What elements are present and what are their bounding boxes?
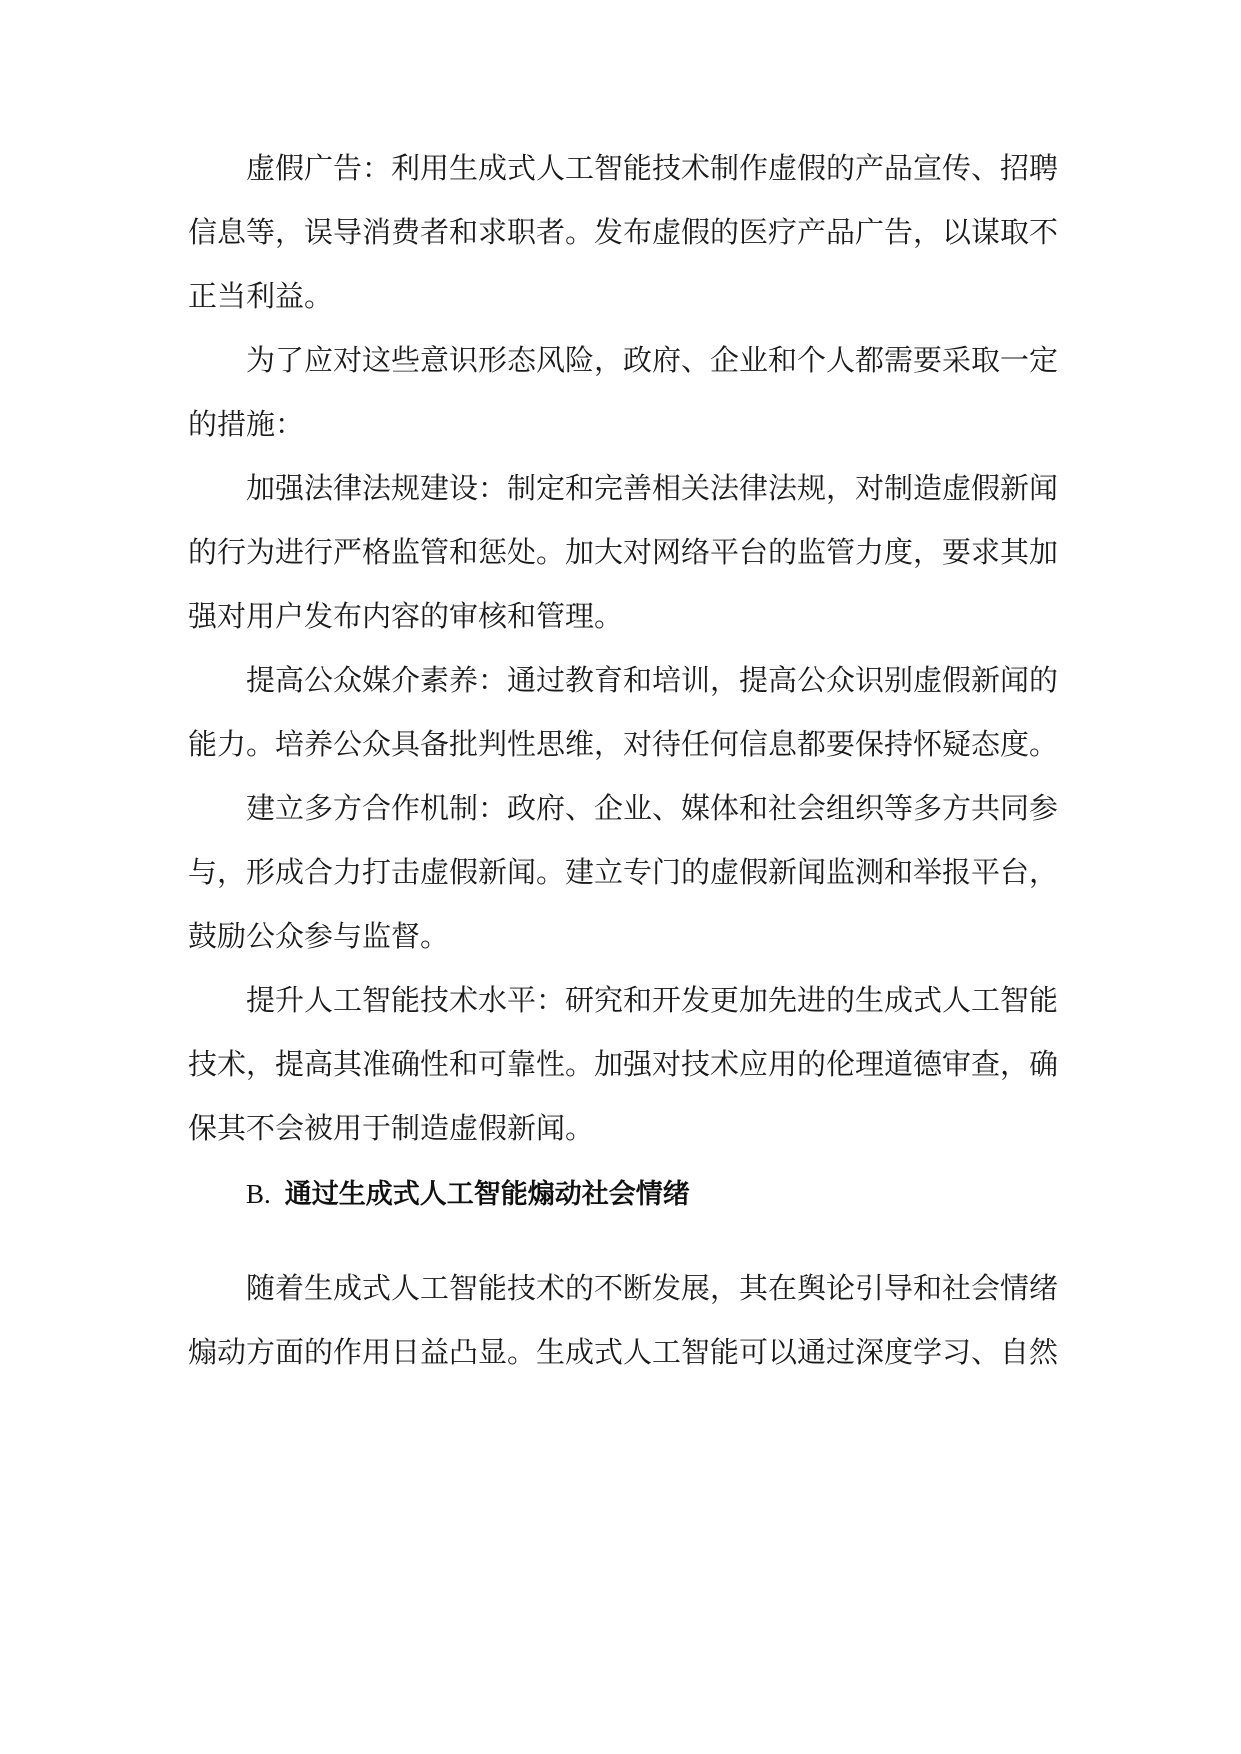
paragraph-media-literacy: 提高公众媒介素养：通过教育和培训，提高公众识别虚假新闻的能力。培养公众具备批判性思维，对待任何信息都要保持怀疑态度。	[188, 663, 1059, 761]
section-title: 通过生成式人工智能煽动社会情绪	[284, 1179, 690, 1210]
paragraph-ai-technology: 提升人工智能技术水平：研究和开发更加先进的生成式人工智能技术，提高其准确性和可靠性。加强对技术应用的伦理道德审查，确保其不会被用于制造虚假新闻。	[188, 983, 1059, 1145]
paragraph-false-advertising: 虚假广告：利用生成式人工智能技术制作虚假的产品宣传、招聘信息等，误导消费者和求职者。发布虚假的医疗产品广告，以谋取不正当利益。	[188, 151, 1059, 313]
paragraph-legal-framework: 加强法律法规建设：制定和完善相关法律法规，对制造虚假新闻的行为进行严格监管和惩处。加大对网络平台的监管力度，要求其加强对用户发布内容的审核和管理。	[188, 471, 1059, 633]
paragraph-cooperation: 建立多方合作机制：政府、企业、媒体和社会组织等多方共同参与，形成合力打击虚假新闻。建立专门的虚假新闻监测和举报平台，鼓励公众参与监督。	[188, 791, 1059, 953]
section-number: B.	[246, 1179, 271, 1209]
paragraph-measures-intro: 为了应对这些意识形态风险，政府、企业和个人都需要采取一定的措施：	[188, 343, 1059, 441]
paragraph-social-emotion: 随着生成式人工智能技术的不断发展，其在舆论引导和社会情绪煽动方面的作用日益凸显。生成式人工智能可以通过深度学习、自然	[188, 1271, 1059, 1369]
section-heading	[246, 1174, 690, 1215]
